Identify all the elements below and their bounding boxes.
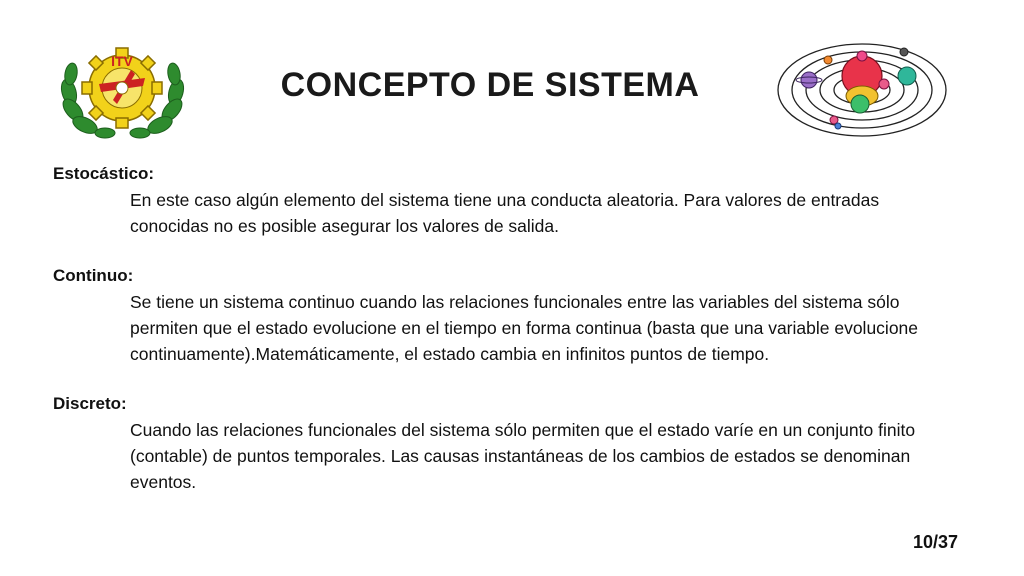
section-text: Se tiene un sistema continuo cuando las relaciones funcionales entre las variables del sistema sólo permiten que el estado evolucione en el tiempo en forma continua (basta que una variable evolucione continuamente).Matemáticamente, el estado cambia en infinitos puntos de tiempo.: [130, 292, 919, 364]
slide-body: [53, 161, 953, 519]
page-title: CONCEPTO DE SISTEMA: [280, 66, 700, 104]
itv-gear-laurel-icon: [55, 40, 190, 140]
section-text: Cuando las relaciones funcionales del sistema sólo permiten que el estado varíe en un conjunto finito (contable) de puntos temporales. Las causas instantáneas de los cambios de estados se denominan eventos.: [130, 420, 916, 492]
page-number: 10/37: [912, 532, 958, 552]
itv-logo: [55, 40, 190, 140]
solar-system-logo: [776, 40, 948, 138]
section-continuo: [53, 263, 953, 367]
solar-system-drawing-icon: [776, 40, 948, 138]
section-heading: Discreto:: [53, 394, 127, 413]
section-heading: Estocástico:: [53, 164, 155, 183]
section-estocastico: [53, 161, 953, 239]
logo-text: ITV: [111, 53, 133, 69]
section-heading: Continuo:: [53, 266, 134, 285]
section-discreto: [53, 391, 953, 495]
section-text: En este caso algún elemento del sistema tiene una conducta aleatoria. Para valores de entradas conocidas no es posible asegurar los valores de salida.: [130, 190, 880, 236]
